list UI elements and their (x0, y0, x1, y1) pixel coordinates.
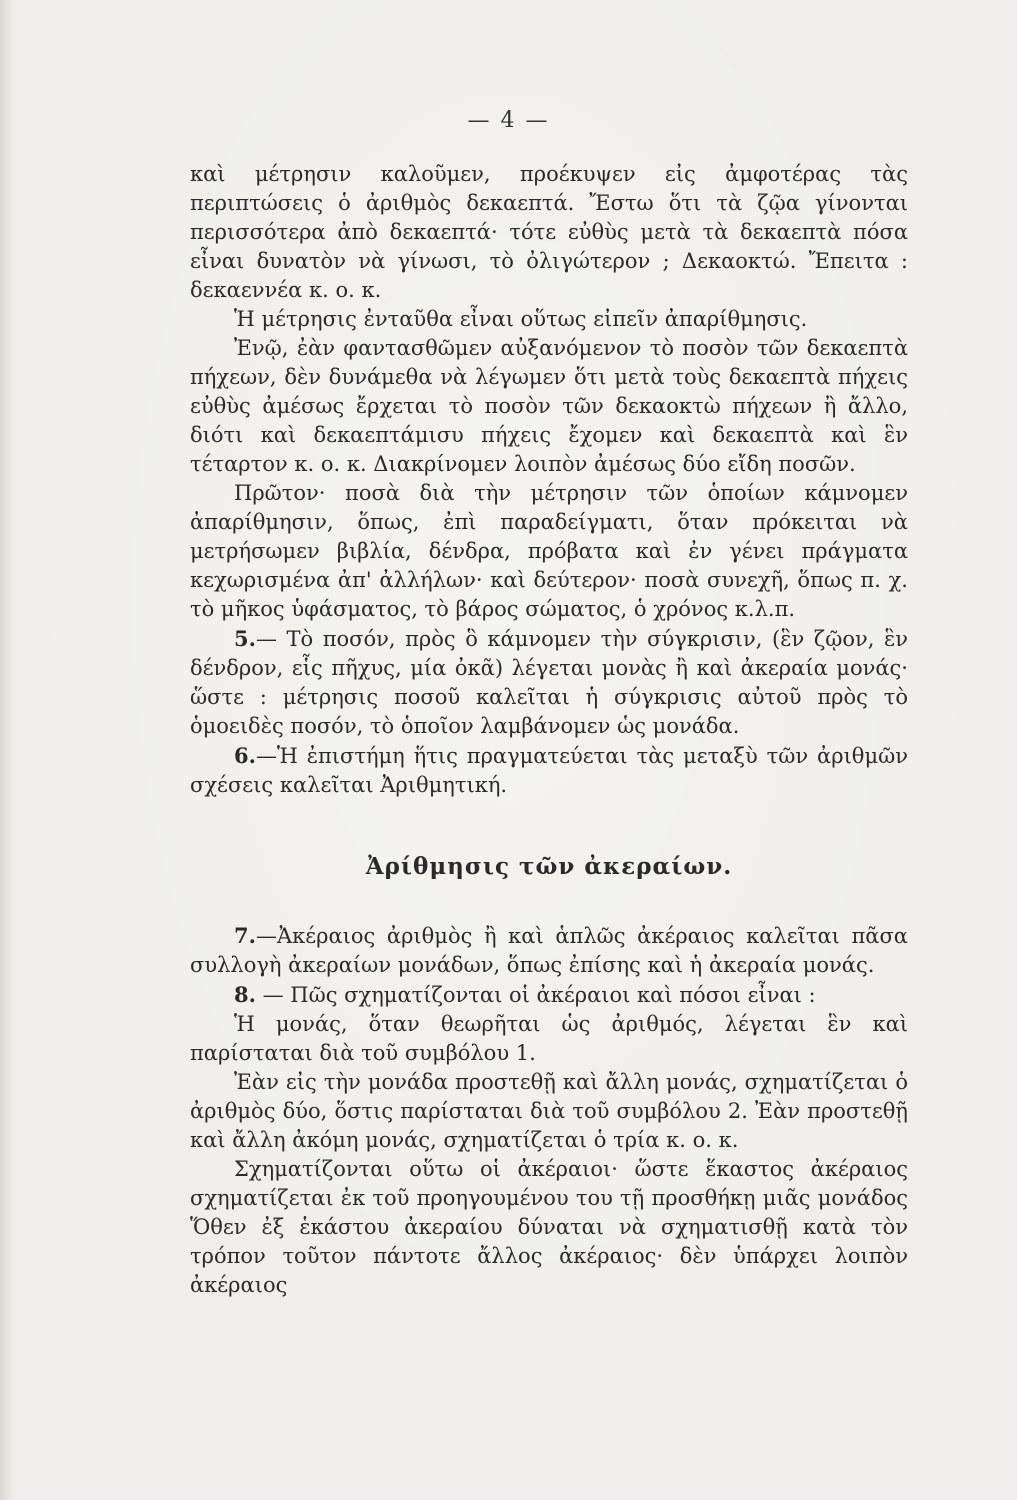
paragraph-5-number: 5. (234, 626, 256, 651)
paragraph-8-text: — Πῶς σχηματίζονται οἱ ἀκέραιοι καὶ πόσοι εἶναι : (255, 983, 816, 1007)
paragraph-7-text: —Ἀκέραιος ἀριθμὸς ἢ καὶ ἁπλῶς ἀκέραιος καλεῖται πᾶσα συλλογὴ ἀκεραίων μονάδων, ὅπως ἐπίσης καὶ ἡ ἀκεραία μονάς. (190, 924, 908, 977)
paragraph-1: καὶ μέτρησιν καλοῦμεν, προέκυψεν εἰς ἀμφοτέρας τὰς περιπτώσεις ὁ ἀριθμὸς δεκαεπτά. Ἔστω ὅτι τὰ ζῷα γίνονται περισσότερα ἀπὸ δεκαεπτά· τότε εὐθὺς μετὰ τὰ δεκαεπτὰ πόσα εἶναι δυνατὸν νὰ γίνωσι, τὸ ὀλιγώτερον ; Δεκαοκτώ. Ἔπειτα : δεκαεννέα κ. ο. κ. (190, 162, 908, 302)
paragraph-11: Σχηματίζονται οὕτω οἱ ἀκέραιοι· ὥστε ἕκαστος ἀκέραιος σχηματίζεται ἐκ τοῦ προηγουμένου του τῇ προσθήκῃ μιᾶς μονάδος Ὅθεν ἐξ ἑκάστου ἀκεραίου δύναται νὰ σχηματισθῇ κατὰ τὸν τρόπον τοῦτον πάντοτε ἄλλος ἀκέραιος· δὲν ὑπάρχει λοιπὸν ἀκέραιος (190, 1157, 908, 1297)
paragraph-6 (190, 741, 908, 800)
page-number: — 4 — (467, 108, 550, 133)
paragraph-8 (190, 980, 908, 1010)
page-body (190, 160, 908, 1300)
paragraph-5 (190, 624, 908, 741)
paragraph-6-text: —Ἡ ἐπιστήμη ἥτις πραγματεύεται τὰς μεταξὺ τῶν ἀριθμῶν σχέσεις καλεῖται Ἀριθμητική. (190, 744, 908, 797)
paragraph-6-number: 6. (234, 743, 256, 768)
paragraph-7-number: 7. (234, 923, 256, 948)
paragraph-5-text: — Τὸ ποσόν, πρὸς ὃ κάμνομεν τὴν σύγκρισιν, (ἓν ζῷον, ἓν δένδρον, εἷς πῆχυς, μία ὀκᾶ) λέγεται μονὰς ἢ καὶ ἀκεραία μονάς· ὥστε : μέτρησις ποσοῦ καλεῖται ἡ σύγκρισις αὐτοῦ πρὸς τὸ ὁμοειδὲς ποσόν, τὸ ὁποῖον λαμβάνομεν ὡς μονάδα. (190, 627, 908, 738)
paragraph-8-number: 8. (234, 982, 256, 1007)
paragraph-7 (190, 921, 908, 980)
paragraph-3: Ἐνῷ, ἐὰν φαντασθῶμεν αὐξανόμενον τὸ ποσὸν τῶν δεκαεπτὰ πήχεων, δὲν δυνάμεθα νὰ λέγωμεν ὅτι μετὰ τοὺς δεκαεπτὰ πήχεις εὐθὺς ἀμέσως ἔρχεται τὸ ποσὸν τῶν δεκαοκτὼ πήχεων ἢ ἄλλο, διότι καὶ δεκαεπτάμισυ πήχεις ἔχομεν καὶ δεκαεπτὰ καὶ ἓν τέταρτον κ. ο. κ. Διακρίνομεν λοιπὸν ἀμέσως δύο εἴδη ποσῶν. (190, 336, 908, 476)
paragraph-9: Ἡ μονάς, ὅταν θεωρῆται ὡς ἀριθμός, λέγεται ἓν καὶ παρίσταται διὰ τοῦ συμβόλου 1. (190, 1012, 908, 1065)
section-heading: Ἀρίθμησις τῶν ἀκεραίων. (365, 853, 733, 880)
paragraph-2: Ἡ μέτρησις ἐνταῦθα εἶναι οὕτως εἰπεῖν ἀπαρίθμησις. (234, 307, 808, 331)
spacer (190, 881, 908, 921)
paragraph-4: Πρῶτον· ποσὰ διὰ τὴν μέτρησιν τῶν ὁποίων κάμνομεν ἀπαρίθμησιν, ὅπως, ἐπὶ παραδείγματι, ὅταν πρόκειται νὰ μετρήσωμεν βιβλία, δένδρα, πρόβατα καὶ ἐν γένει πράγματα κεχωρισμένα ἀπ' ἀλλήλων· καὶ δεύτερον· ποσὰ συνεχῆ, ὅπως π. χ. τὸ μῆκος ὑφάσματος, τὸ βάρος σώματος, ὁ χρόνος κ.λ.π. (190, 481, 908, 621)
page-fold-shadow (0, 0, 14, 1500)
spacer (190, 800, 908, 852)
paragraph-10: Ἐὰν εἰς τὴν μονάδα προστεθῇ καὶ ἄλλη μονάς, σχηματίζεται ὁ ἀριθμὸς δύο, ὅστις παρίσταται διὰ τοῦ συμβόλου 2. Ἐὰν προστεθῇ καὶ ἄλλη ἀκόμη μονάς, σχηματίζεται ὁ τρία κ. ο. κ. (190, 1070, 908, 1152)
